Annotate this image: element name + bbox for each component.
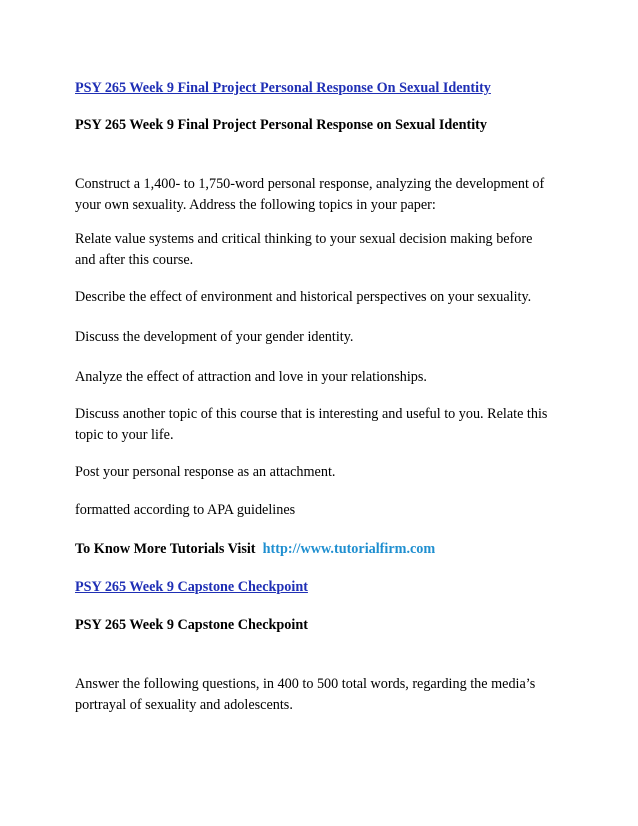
visit-line	[75, 539, 435, 560]
section2-intro-line2: portrayal of sexuality and adolescents.	[75, 697, 293, 713]
visit-url-link[interactable]: http://www.tutorialfirm.com	[262, 541, 436, 557]
topic3: Discuss the development of your gender identity.	[75, 329, 354, 345]
section2-heading: PSY 265 Week 9 Capstone Checkpoint	[75, 617, 308, 633]
topic1-line2: and after this course.	[75, 252, 194, 268]
section1-intro-line2: your own sexuality. Address the following topics in your paper:	[75, 197, 436, 213]
visit-label: To Know More Tutorials Visit	[75, 541, 256, 557]
section2-intro-line1: Answer the following questions, in 400 to 500 total words, regarding the media’s	[75, 676, 536, 692]
section1-intro-line1: Construct a 1,400- to 1,750-word personal response, analyzing the development of	[75, 176, 545, 192]
format-note: formatted according to APA guidelines	[75, 502, 296, 518]
section2-link-title[interactable]: PSY 265 Week 9 Capstone Checkpoint	[75, 579, 308, 595]
topic2: Describe the effect of environment and historical perspectives on your sexuality.	[75, 289, 532, 305]
topic5-line1: Discuss another topic of this course that is interesting and useful to you. Relate this	[75, 406, 548, 422]
section1-link-title[interactable]: PSY 265 Week 9 Final Project Personal Response On Sexual Identity	[75, 80, 491, 96]
topic5-line2: topic to your life.	[75, 427, 174, 443]
topic4: Analyze the effect of attraction and love in your relationships.	[75, 369, 427, 385]
section1-heading: PSY 265 Week 9 Final Project Personal Response on Sexual Identity	[75, 117, 487, 133]
topic1-line1: Relate value systems and critical thinking to your sexual decision making before	[75, 231, 533, 247]
post-instruction: Post your personal response as an attachment.	[75, 464, 336, 480]
